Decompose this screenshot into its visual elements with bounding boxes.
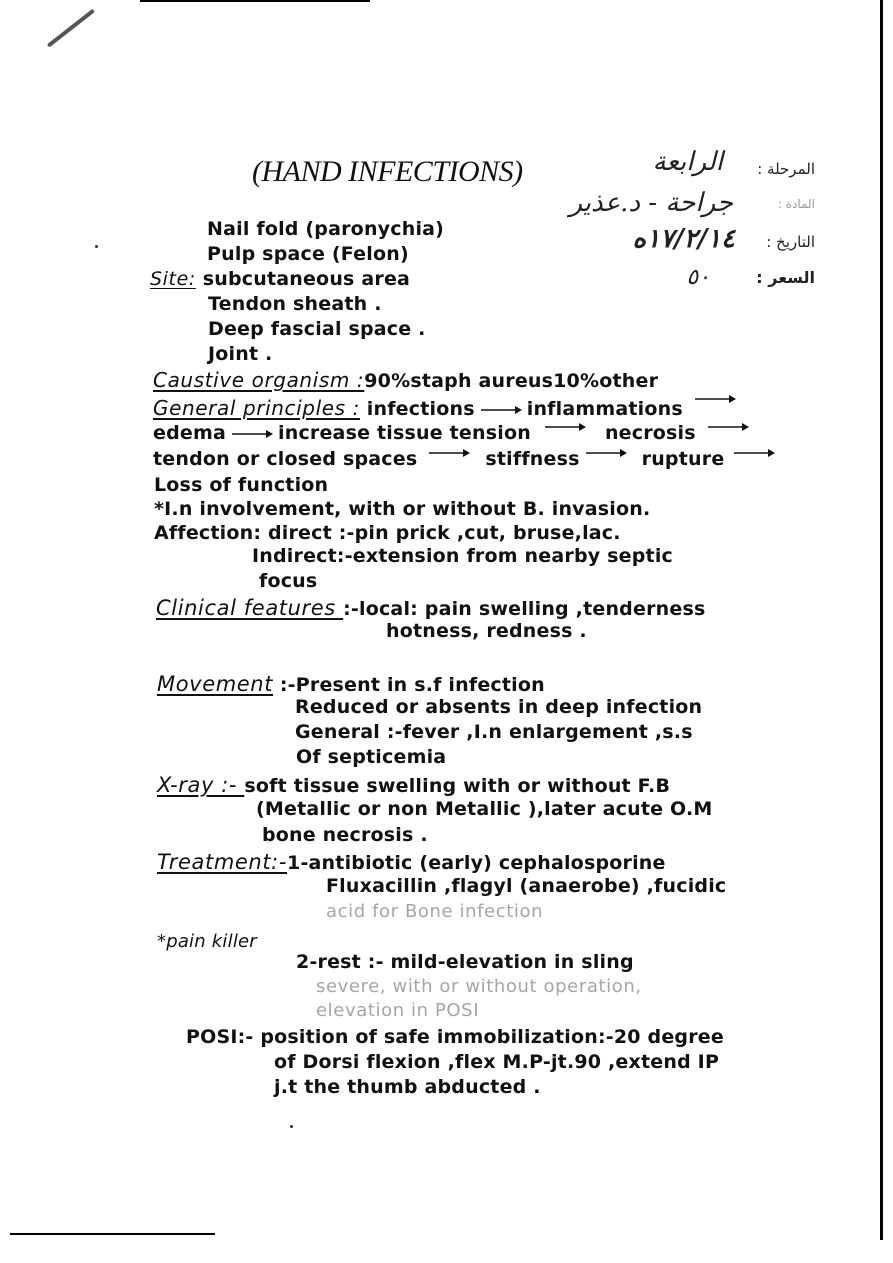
posi-text: of Dorsi flexion ,flex M.P-jt.90 ,extend IP: [274, 1051, 720, 1073]
general-text: *I.n involvement, with or without B. invasion.: [154, 498, 651, 520]
arrow-icon: [479, 405, 523, 415]
movement-row: [157, 672, 545, 696]
speck: [290, 1125, 293, 1128]
treatment-text: Fluxacillin ,flagyl (anaerobe) ,fucidic: [326, 875, 727, 897]
bottom-rule: [10, 1233, 215, 1235]
stamp-date-label: التاريخ :: [766, 233, 815, 251]
clinical-text: hotness, redness .: [386, 620, 587, 642]
arrow-icon: [706, 422, 750, 432]
general-row-1: [153, 396, 741, 420]
general-row-3: [153, 448, 780, 470]
site-item: Deep fascial space .: [208, 318, 426, 340]
posi-text: j.t the thumb abducted .: [274, 1076, 541, 1098]
causative-row: [153, 368, 658, 392]
stamp-subject-value: جراحة - د.عذير: [569, 188, 733, 218]
movement-text: Of septicemia: [296, 746, 447, 768]
stamp-date-value: ١٧/٢/١٤ه: [632, 224, 735, 254]
treatment-text: elevation in POSI: [316, 1000, 480, 1021]
movement-text: General :-fever ,I.n enlargement ,s.s: [295, 721, 693, 743]
arrow-icon: [693, 394, 737, 404]
stamp-price-label: السعر :: [756, 268, 815, 287]
arrow-icon: [543, 422, 587, 432]
treatment-row: [157, 850, 666, 874]
site-item: Tendon sheath .: [208, 293, 382, 315]
posi-text: POSI:- position of safe immobilization:-20 degree: [186, 1026, 724, 1048]
general-text: Loss of function: [154, 474, 329, 496]
general-text: edema: [153, 422, 226, 444]
general-text: stiffness: [485, 448, 580, 470]
arrow-icon: [732, 448, 776, 458]
movement-text: Reduced or absents in deep infection: [295, 696, 703, 718]
xray-row: [157, 773, 670, 797]
xray-text: soft tissue swelling with or without F.B: [244, 775, 671, 797]
site-item: Joint .: [208, 343, 273, 365]
general-text: focus: [259, 570, 318, 592]
speck: [95, 245, 98, 248]
top-rule: [140, 0, 370, 2]
general-heading: General principles :: [153, 396, 360, 420]
right-border: [880, 0, 883, 1240]
treatment-text: *pain killer: [157, 931, 257, 952]
xray-text: (Metallic or non Metallic ),later acute O.M: [256, 798, 713, 820]
treatment-text: acid for Bone infection: [326, 901, 544, 922]
general-text: necrosis: [604, 422, 696, 444]
general-text: tendon or closed spaces: [153, 448, 418, 470]
stamp-stage-value: الرابعة: [652, 147, 723, 177]
site-heading: Site:: [150, 268, 196, 290]
movement-heading: Movement: [157, 672, 274, 696]
stamp-price-value: ٥٠: [686, 265, 710, 290]
clinical-row: [156, 596, 705, 620]
clinical-text: :-local: pain swelling ,tenderness: [343, 598, 706, 620]
stamp-stage-label: المرحلة :: [757, 160, 815, 178]
general-text: Indirect:-extension from nearby septic: [252, 545, 674, 567]
general-text: inflammations: [526, 398, 683, 420]
treatment-text: 2-rest :- mild-elevation in sling: [296, 951, 634, 973]
treatment-text: severe, with or without operation,: [316, 976, 642, 997]
clinical-heading: Clinical features: [156, 596, 344, 620]
general-row-2: [153, 422, 754, 444]
arrow-icon: [584, 448, 628, 458]
xray-heading: X-ray :-: [157, 773, 245, 797]
stamp-subject-label: المادة :: [777, 197, 815, 211]
general-text: increase tissue tension: [278, 422, 531, 444]
general-text: Affection: direct :-pin prick ,cut, bruse,lac.: [154, 522, 621, 544]
site-item: Pulp space (Felon): [207, 243, 409, 265]
site-row: [150, 268, 410, 290]
xray-text: bone necrosis .: [262, 824, 428, 846]
pen-mark: [47, 9, 95, 48]
treatment-heading: Treatment:-: [157, 850, 288, 874]
treatment-text: 1-antibiotic (early) cephalosporine: [287, 852, 666, 874]
general-text: rupture: [641, 448, 725, 470]
site-item: subcutaneous area: [202, 268, 411, 290]
general-text: infections: [366, 398, 475, 420]
site-item: Nail fold (paronychia): [207, 218, 445, 240]
causative-text: 90%staph aureus10%other: [364, 370, 659, 392]
causative-heading: Caustive organism :: [153, 368, 365, 392]
page-title: (HAND INFECTIONS): [252, 155, 523, 188]
arrow-icon: [230, 429, 274, 439]
arrow-icon: [427, 448, 471, 458]
movement-text: :-Present in s.f infection: [273, 674, 545, 696]
